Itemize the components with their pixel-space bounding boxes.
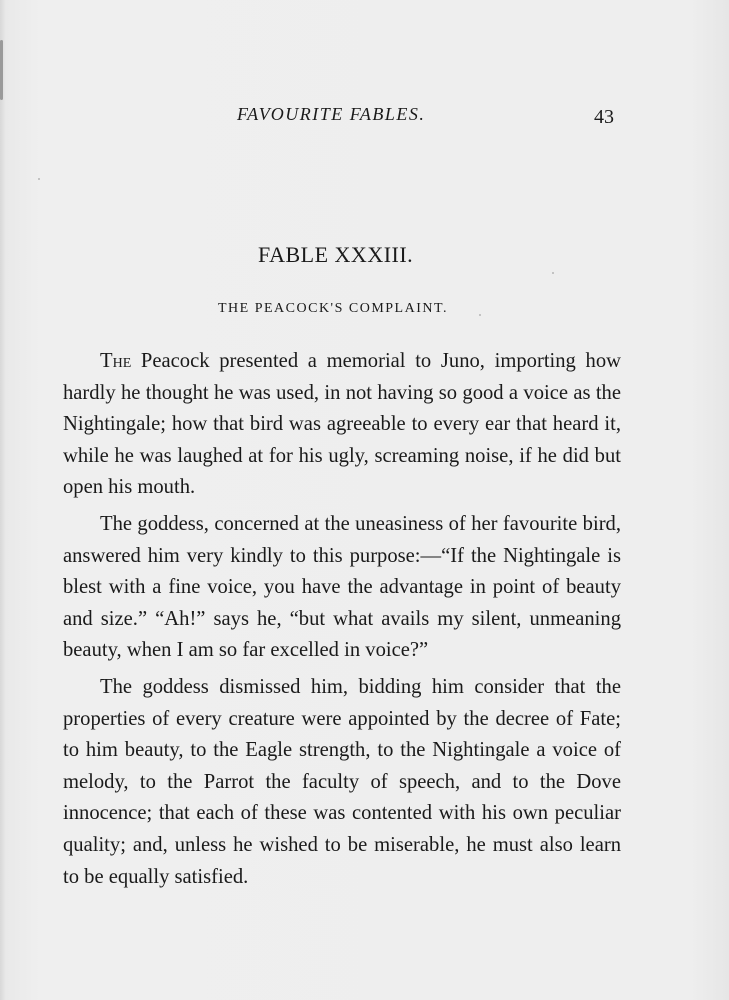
paragraph-3: The goddess dismissed him, bidding him consider that the properties of every creature were appointed by the decree of Fate; to him beauty, to the Eagle strength, to the Nightingale a voice of melody, to the Parrot the faculty of speech, and to the Dove innocence; that each of these was contented with his own peculiar quality; and, unless he wished to be miserable, he must also learn to be equally satisfied. <box>63 675 621 888</box>
paragraph-1-text: Peacock presented a memorial to Juno, importing how hardly he thought he was used, in not having so good a voice as the Nightingale; how that bird was agreeable to every ear that heard it, while he was laughed at for his ugly, screaming noise, if he did but open his mouth. <box>63 350 621 499</box>
fable-body <box>63 346 621 893</box>
page-edge-mark <box>0 40 3 100</box>
paper-speck <box>479 314 481 316</box>
paragraph-2: The goddess, concerned at the uneasiness of her favourite bird, answered him very kindly to this purpose:—“If the Nightingale is blest with a fine voice, you have the advantage in point of beauty and size.” “Ah!” says he, “but what avails my silent, unmeaning beauty, when I am so far excelled in voice?” <box>63 512 621 662</box>
paragraph-1-lead-word: The <box>100 350 132 372</box>
paper-speck <box>552 272 554 274</box>
paragraph-1 <box>63 346 621 504</box>
fable-title: FABLE XXXIII. <box>258 242 414 267</box>
fable-subtitle: THE PEACOCK'S COMPLAINT. <box>218 301 448 316</box>
page-number: 43 <box>594 106 614 128</box>
running-head-title: FAVOURITE FABLES. <box>237 104 426 124</box>
paper-speck <box>38 178 40 180</box>
